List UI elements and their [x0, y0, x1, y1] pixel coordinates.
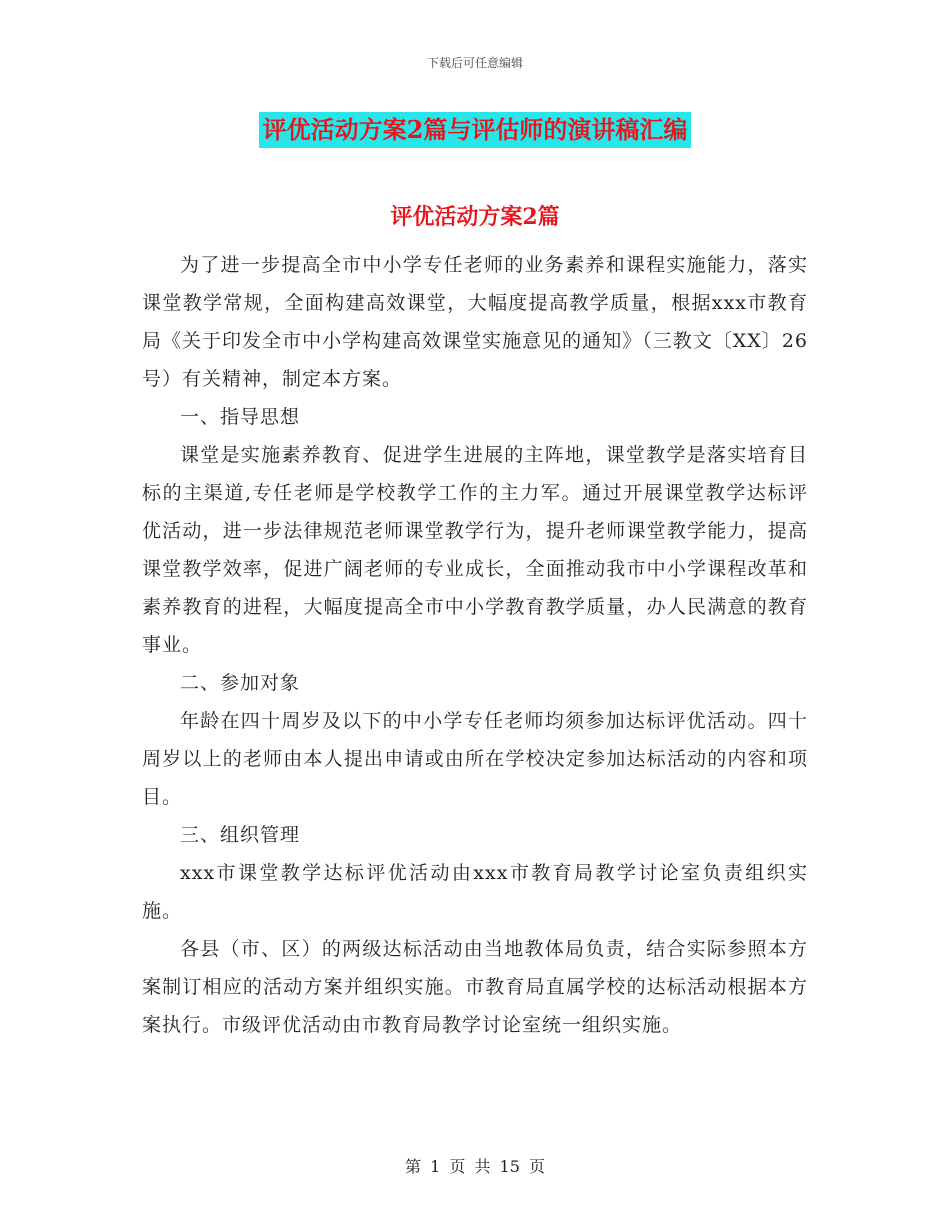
heading-organization: 三、组织管理: [180, 824, 301, 846]
page-number: 第 1 页 共 15 页: [405, 1157, 545, 1176]
section-title: 评优活动方案2篇: [390, 204, 560, 230]
paragraph-organization-1: xxx市课堂教学达标评优活动由xxx市教育局教学讨论室负责组织实施。: [142, 862, 808, 922]
paragraph-participants: 年龄在四十周岁及以下的中小学专任老师均须参加达标评优活动。四十周岁以上的老师由本人提出申请或由所在学校决定参加达标活动的内容和项目。: [142, 710, 808, 808]
document-title-wrap: [0, 112, 950, 148]
header-note: 下载后可任意编辑: [426, 56, 523, 70]
paragraph-organization-2: 各县（市、区）的两级达标活动由当地教体局负责，结合实际参照本方案制订相应的活动方案并组织实施。市教育局直属学校的达标活动根据本方案执行。市级评优活动由市教育局教学讨论室统一组织实施。: [142, 938, 808, 1036]
document-body: [142, 246, 808, 1044]
heading-participants: 二、参加对象: [180, 672, 301, 694]
paragraph-intro: 为了进一步提高全市中小学专任老师的业务素养和课程实施能力，落实课堂教学常规，全面构建高效课堂，大幅度提高教学质量，根据xxx市教育局《关于印发全市中小学构建高效课堂实施意见的通知》（三教文〔XX〕26号）有关精神，制定本方案。: [142, 254, 808, 390]
paragraph-guiding-ideology: 课堂是实施素养教育、促进学生进展的主阵地，课堂教学是落实培育目标的主渠道,专任老师是学校教学工作的主力军。通过开展课堂教学达标评优活动，进一步法律规范老师课堂教学行为，提升老师课堂教学能力，提高课堂教学效率，促进广阔老师的专业成长，全面推动我市中小学课程改革和素养教育的进程，大幅度提高全市中小学教育教学质量，办人民满意的教育事业。: [142, 444, 808, 656]
document-title: 评优活动方案2篇与评估师的演讲稿汇编: [259, 112, 692, 148]
heading-guiding-ideology: 一、指导思想: [180, 406, 301, 428]
